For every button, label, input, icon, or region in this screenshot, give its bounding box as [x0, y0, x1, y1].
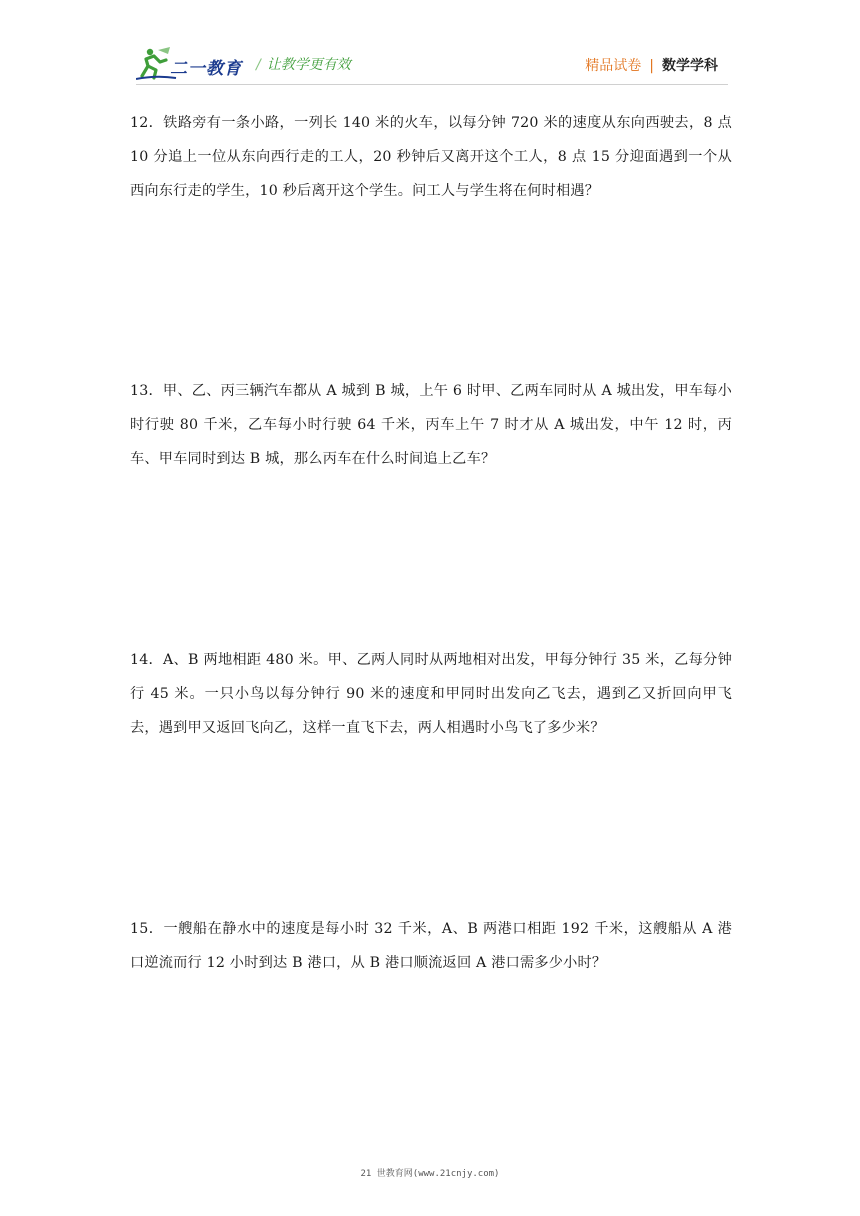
problem-12: 12．铁路旁有一条小路，一列长 140 米的火车，以每分钟 720 米的速度从东向西驶去，8 点 10 分追上一位从东向西行走的工人，20 秒钟后又离开这个工人，8 点 15 分迎面遇到一个从西向东行走的学生，10 秒后离开这个学生。问工人与学生将在何时相遇？: [130, 115, 732, 199]
problem-13: 13．甲、乙、丙三辆汽车都从 A 城到 B 城，上午 6 时甲、乙两车同时从 A 城出发，甲车每小时行驶 80 千米，乙车每小时行驶 64 千米，丙车上午 7 时才从 A 城出发，中午 12 时，丙车、甲车同时到达 B 城，那么丙车在什么时间追上乙车？: [130, 383, 732, 467]
header-separator: |: [649, 58, 654, 74]
slogan-text: 让教学更有效: [266, 57, 351, 73]
logo-text: 二一教育: [170, 59, 242, 79]
slogan-slash-icon: /: [256, 57, 261, 73]
page-header: [0, 0, 860, 100]
subject-label: 数学学科: [662, 58, 718, 74]
slogan: [256, 54, 351, 74]
badge-label: 精品试卷: [585, 58, 642, 74]
header-right: [585, 55, 718, 75]
problem-14: 14．A、B 两地相距 480 米。甲、乙两人同时从两地相对出发，甲每分钟行 35 米，乙每分钟行 45 米。一只小鸟以每分钟行 90 米的速度和甲同时出发向乙飞去，遇到乙又折回向甲飞去，遇到甲又返回飞向乙，这样一直飞下去，两人相遇时小鸟飞了多少米？: [130, 652, 732, 736]
problem-15: 15．一艘船在静水中的速度是每小时 32 千米，A、B 两港口相距 192 千米，这艘船从 A 港口逆流而行 12 小时到达 B 港口，从 B 港口顺流返回 A 港口需多少小时？: [130, 921, 732, 971]
page-footer: 21 世教育网(www.21cnjy.com): [360, 1169, 500, 1179]
header-divider: [136, 84, 728, 85]
